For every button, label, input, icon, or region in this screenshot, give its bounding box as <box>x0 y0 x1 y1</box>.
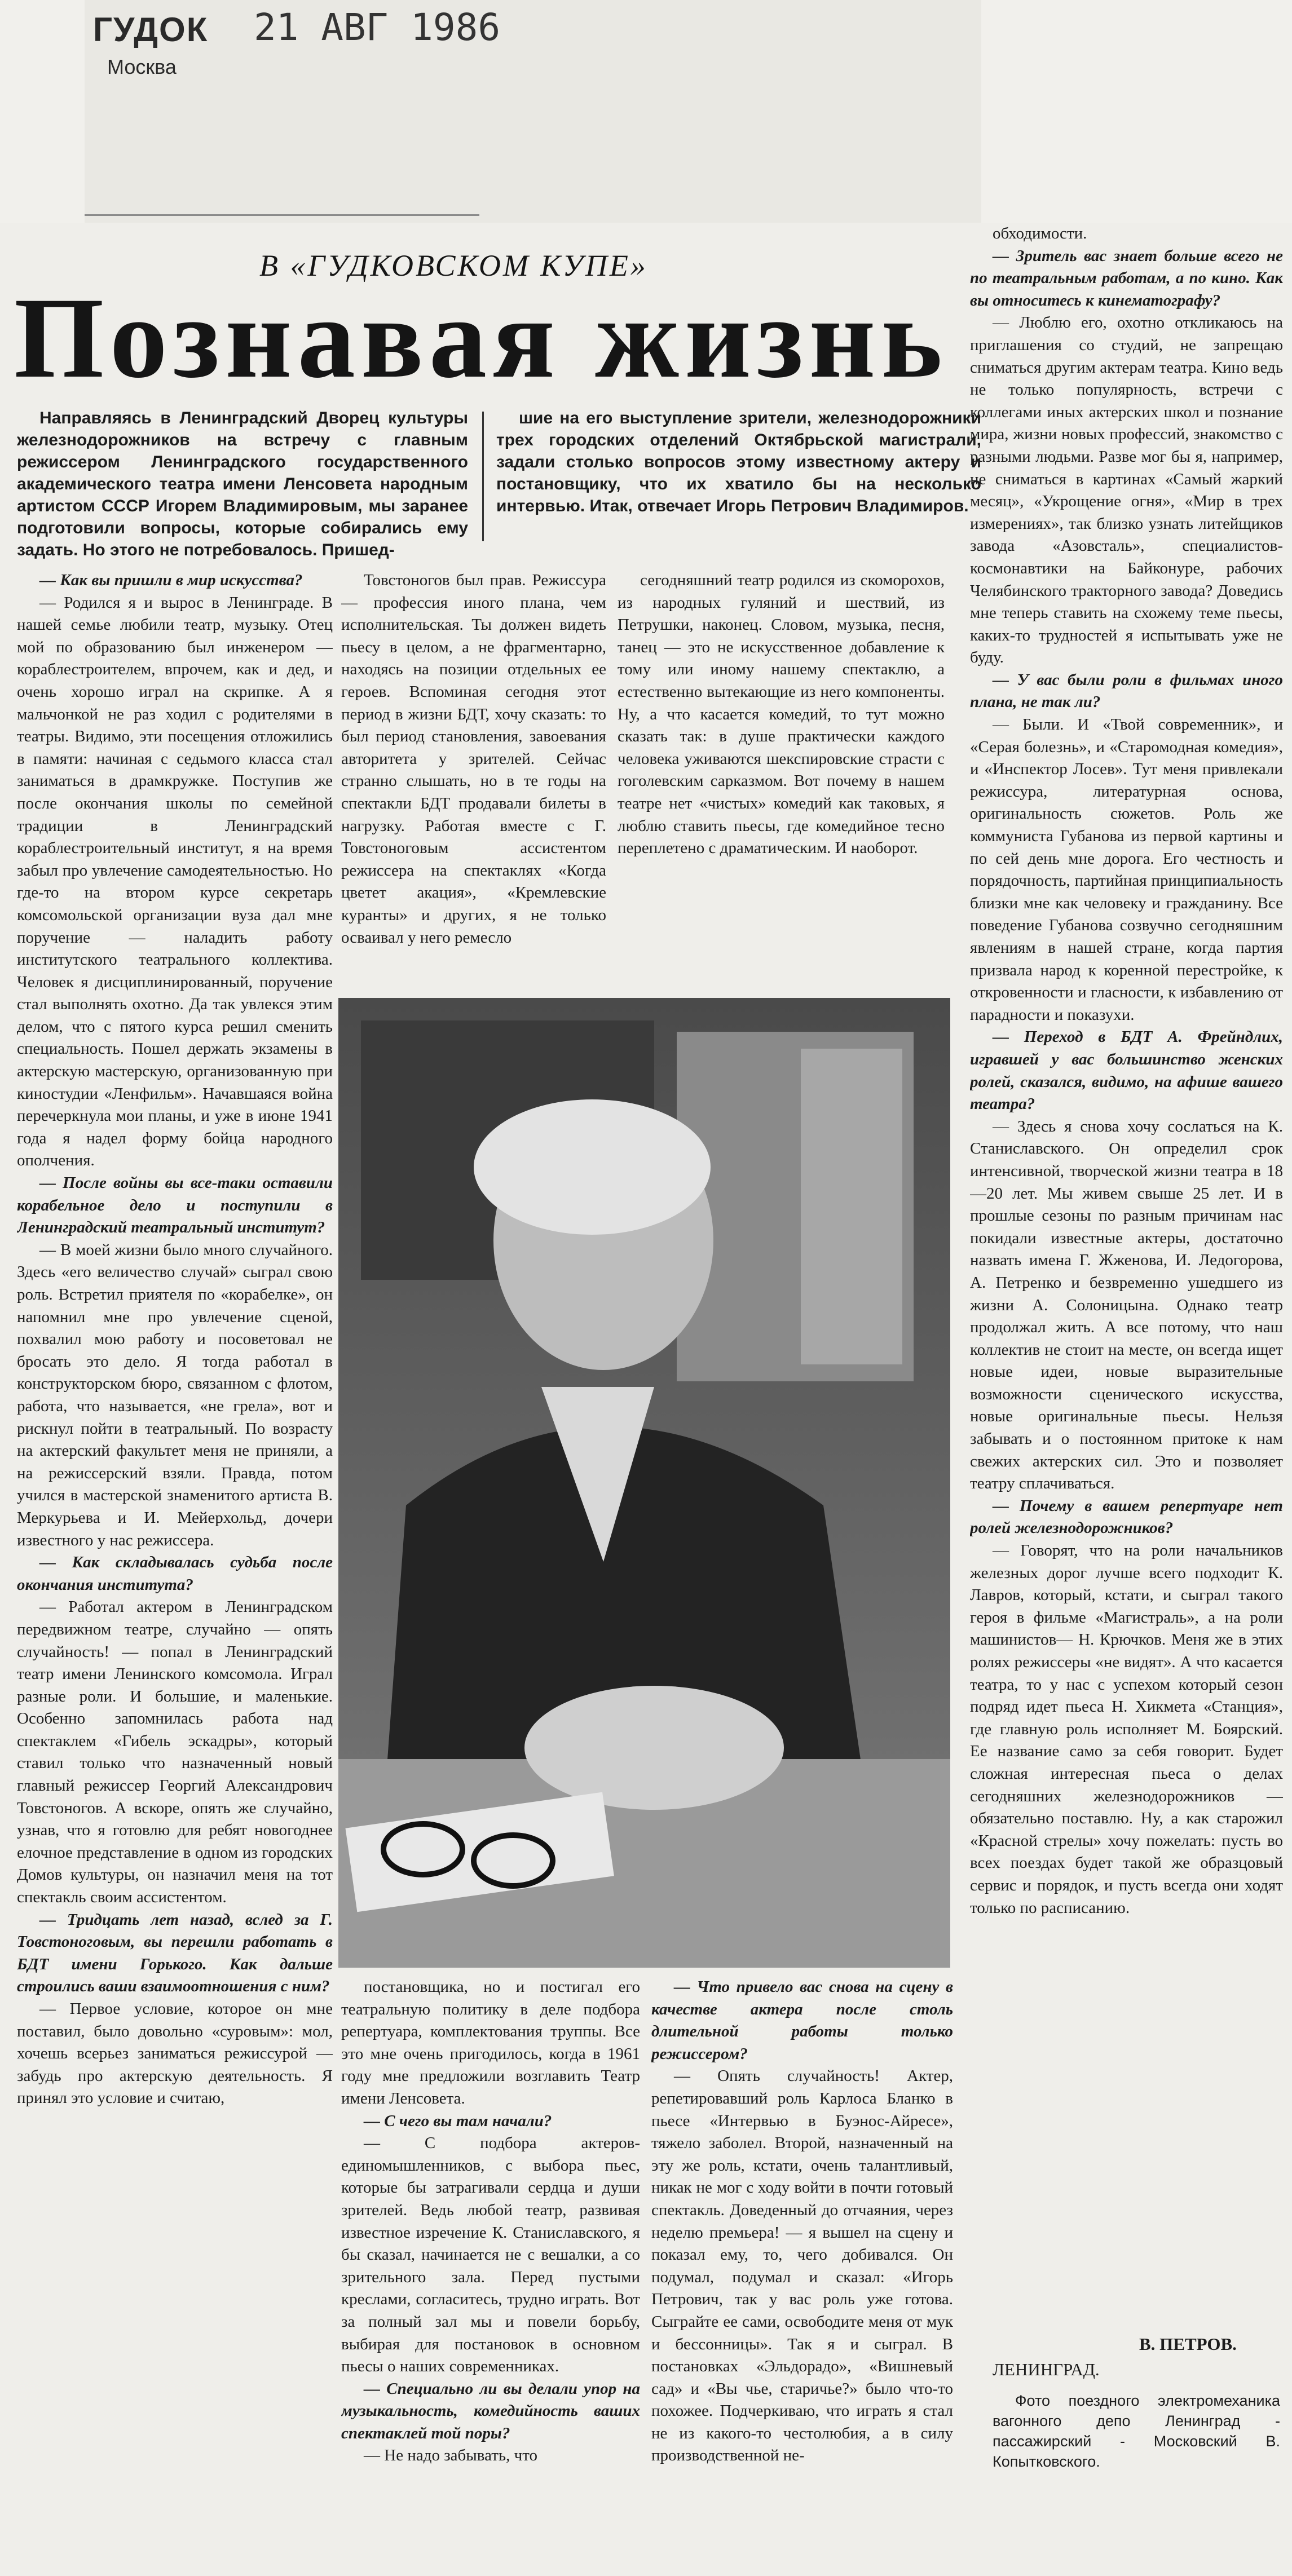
interview-question: — Как вы пришли в мир искусства? <box>39 571 303 589</box>
interview-answer: обходимости. <box>993 224 1087 242</box>
photo-credit: Фото поездного электромеханика вагонного депо Ленинград - пассажирский - Московский В. Копытковского. <box>993 2392 1280 2470</box>
stamp-date: 21 АВГ 1986 <box>254 6 501 49</box>
interview-question: — Почему в вашем репертуаре нет ролей железнодорожников? <box>970 1496 1283 1537</box>
interview-question: — После войны вы все-таки оставили корабельное дело и поступили в Ленинградский театральный институт? <box>17 1174 333 1237</box>
intro-divider <box>482 412 484 541</box>
rubric: В «ГУДКОВСКОМ КУПЕ» <box>259 249 648 282</box>
clipping-top <box>85 0 981 223</box>
interview-answer: сегодняшний театр родился из скоморохов, из народных гуляний и шествий, из Петрушки, наконец. Словом, музыка, песня, танец — это не искусственное добавление к тому или иному нашему спектаклю, а естественно вытекающие из него компоненты. Ну, а что касается комедий, то тут можно сказать так: в душе практически каждого человека уживаются шекспировские страсти с гоголевским сарказмом. Вот почему в нашем театре нет «чистых» комедий как таковых, я люблю ставить пьесы, где комедийное тесно переплетено с драматическим. И наоборот. <box>618 571 945 858</box>
portrait-photo <box>338 998 950 1968</box>
dateline-city: ЛЕНИНГРАД. <box>993 2360 1100 2379</box>
column-4 <box>970 223 1283 2326</box>
interview-answer: Товстоногов был прав. Режиссура — профессия иного плана, чем исполнительская. Ты должен видеть пьесу в целом, а не фрагментарно, находясь на позиции отдельных ее героев. Вспоминая сегодня этот период в жизни БДТ, хочу сказать: то был период становления, завоевания авторитета у зрителей. Сейчас странно слышать, но в те годы на спектакли БДТ продавали билеты в нагрузку. Работая вместе с Г. Товстоноговым ассистентом режиссера на спектаклях «Когда цветет акация», «Кремлевские куранты» и других, я не только осваивал у него ремесло <box>341 571 606 947</box>
interview-answer: — Работал актером в Ленинградском передвижном театре, случайно — опять случайность! — попал в Ленинградский театр имени Ленинского комсомола. Играл разные роли. И большие, и маленькие. Особенно запомнилась работа над спектаклем «Гибель эскадры», который ставил только что назначенный новый главный режиссер Георгий Александрович Товстоногов. А вскоре, опять же случайно, узнав, что я готовлю для ребят новогоднее елочное представление в одном из городских Домов культуры, он назначил меня на тот спектакль своим ассистентом. <box>17 1598 333 1907</box>
portrait-photo-image <box>338 998 950 1968</box>
intro-right-text: шие на его выступление зрители, железнодорожники трех городских отделений Октябрьской магистрали, задали столько вопросов этому известному актеру и постановщику, что их хватило бы на несколько интервью. Итак, отвечает Игорь Петрович Владимиров. <box>496 409 981 515</box>
column-3-bottom <box>651 1976 953 2568</box>
interview-answer: — Были. И «Твой современник», и «Серая болезнь», и «Старомодная комедия», и «Инспектор Лосев». Тут меня привлекали режиссура, литературная основа, оригинальность сюжетов. Роль же коммуниста Губанова из первой картины и по сей день мне дорога. Его честность и порядочность, партийная принципиальность близки мне как человеку и гражданину. Все поведение Губанова созвучно сегодняшним явлениям в нашей стране, когда партия призвала народ к коренной перестройке, к откровенности и гласности, к избавлению от парадности и показухи. <box>970 715 1283 1024</box>
stamp-divider <box>85 214 479 216</box>
stamp-city: Москва <box>107 55 177 78</box>
column-3-top <box>618 569 945 995</box>
column-2-bottom <box>341 1976 640 2568</box>
intro-right <box>496 407 981 551</box>
interview-answer: — Здесь я снова хочу сослаться на К. Станиславского. Он определил срок интенсивной, творческой жизни театра в 18—20 лет. Мы живем свыше 25 лет. И в прошлые сезоны по разным причинам нас покидали известные актеры, достаточно назвать имена Г. Жженова, И. Ледогорова, А. Петренко и безвременно ушедшего из жизни А. Солоницына. Однако театр продолжал жить. А все потому, что наш коллектив не стоит на месте, он всегда ищет новые идеи, новые выразительные возможности сценического искусства, новые оригинальные пьесы. Нельзя забывать и о постоянном притоке к нам свежих актерских сил. Это и позволяет театру сплачиваться. <box>970 1117 1283 1493</box>
interview-answer: — В моей жизни было много случайного. Здесь «его величество случай» сыграл свою роль. Встретил приятеля по «корабелке», он напомнил мне про увлечение сценой, похвалил мою работу и посоветовал не бросать это дело. Я тогда работал в конструкторском бюро, связанном с флотом, работа, что называется, «не грела», вот и рискнул пойти в театральный. По возрасту на актерский факультет меня не приняли, а на режиссерский взяли. Правда, потом учился в мастерской знаменитого артиста В. Меркурьева и И. Мейерхольд, дочери известного у нас режиссера. <box>17 1240 333 1549</box>
interview-question: — Зритель вас знает больше всего не по театральным работам, а по кино. Как вы относитесь к кинематографу? <box>970 246 1283 310</box>
interview-answer: — Не надо забывать, что <box>364 2446 537 2465</box>
interview-answer: — С подбора актеров-единомышленников, с выбора пьес, которые бы затрагивали сердца и души зрителей. Ведь любой театр, развивая известное изречение К. Станиславского, я бы сказал, начинается не с вешалки, а со зрительного зала. Перед пустыми креслами, согласитесь, трудно играть. Вот за полный зал мы и повели борьбу, выбирая для постановок в основном пьесы о наших современниках. <box>341 2134 640 2376</box>
interview-answer: — Первое условие, которое он мне поставил, было довольно «суровым»: мол, хочешь всерьез заниматься режиссурой — забудь про актерскую деятельность. Я принял это условие и считаю, <box>17 2000 333 2107</box>
stamp-paper-name: ГУДОК <box>93 11 209 48</box>
interview-question: — Как складывалась судьба после окончания института? <box>17 1553 333 1594</box>
interview-answer: — Родился я и вырос в Ленинграде. В нашей семье любили театр, музыку. Отец мой по образованию был инженером — кораблестроителем, впрочем, как и дед, и очень хорошо играл на скрипке. А я мальчонкой не раз ходил с родителями в театры. Видимо, эти посещения отложились в памяти: начиная с седьмого класса стал заниматься в драмкружке. Поступив же после окончания школы по семейной традиции в Ленинградский кораблестроительный институт, я на время забыл про увлечение самодеятельностью. Но где-то на втором курсе секретарь комсомольской организации вуза дал мне поручение — наладить работу институтского театрального коллектива. Человек я дисциплинированный, поручение стал выполнять охотно. Да так увлекся этим делом, что с пятого курса решил сменить специальность. Пошел держать экзамены в актерскую мастерскую, организованную при киностудии «Ленфильм». Начавшаяся война перечеркнула мои планы, и уже в июне 1941 года я надел форму бойца народного ополчения. <box>17 593 333 1170</box>
author-signature: В. ПЕТРОВ. <box>1139 2334 1237 2354</box>
interview-answer: — Люблю его, охотно откликаюсь на приглашения со студий, не запрещаю сниматься другим актерам театра. Кино ведь не только популярность, встречи с коллегами иных актерских школ и познание мира, жизни новых профессий, знакомство с разными людьми. Разве мог бы я, например, не сниматься в картинах «Самый жаркий месяц», «Укрощение огня», «Мир в трех измерениях», так близко узнать литейщиков завода «Азовсталь», специалистов-космонавтики на Байконуре, рабочих Челябинского тракторного завода? Доведись мне теперь ставить на схожему теме пьесы, каких-то трудностей я испытывать уже не буду. <box>970 313 1283 667</box>
headline: Познавая жизнь <box>14 274 948 402</box>
interview-question: — У вас были роли в фильмах иного плана, не так ли? <box>970 670 1283 712</box>
interview-question: — Что привело вас снова на сцену в качестве актера после столь длительной работы только режиссером? <box>651 1978 953 2063</box>
interview-question: — Переход в БДТ А. Фрейндлих, игравшей у вас большинство женских ролей, сказался, видимо, на афише вашего театра? <box>970 1028 1283 1114</box>
interview-answer: — Опять случайность! Актер, репетировавший роль Карлоса Бланко в пьесе «Интервью в Буэнос-Айресе», тяжело заболел. Второй, назначенный на эту же роль, кстати, очень талантливый, никак не мог с ходу войти в почти готовый спектакль. Доведенный до отчаяния, через неделю премьера! — я вышел на сцену и показал ему, то, чего добивался. Он подумал, подумал и сказал: «Игорь Петрович, так у вас роль уже готова. Сыграйте ее сами, освободите меня от мук и бессонницы». Так я и сыграл. В постановках «Эльдорадо», «Вишневый сад» и «Вы чье, старичье?» было что-то похожее. Подчеркиваю, что играть я стал не из какого-то честолюбия, а в силу производственной не- <box>651 2067 953 2465</box>
interview-question: — Специально ли вы делали упор на музыкальность, комедийность ваших спектаклей той поры? <box>341 2379 640 2442</box>
column-1 <box>17 569 333 2565</box>
interview-question: — С чего вы там начали? <box>364 2111 552 2130</box>
intro-left-text: Направляясь в Ленинградский Дворец культуры железнодорожников на встречу с главным режиссером Ленинградского государственного академического театра имени Ленсовета народным артистом СССР Игорем Владимировым, мы заранее подготовили вопросы, которые собирались ему задать. Но этого не потребовалось. Пришед- <box>17 409 468 559</box>
interview-answer: — Говорят, что на роли начальников железных дорог лучше всего подходит К. Лавров, который, кстати, и сыграл такого героя в фильме «Магистраль», а на роли машинистов— Н. Крючков. Меня же в этих ролях режиссеры «не видят». А что касается театра, то у нас с успехом который сезон подряд идет пьеса Н. Хикмета «Станция», где главную роль исполняет М. Боярский. Ее название само за себя говорит. Будет сложная интересная пьеса о делах сегодняшних железнодорожников — обязательно поставлю. Ну, а как старожил «Красной стрелы» хочу пожелать: пусть во всех поездах будет такой же образцовый сервис и порядок, и пусть всегда они ходят только по расписанию. <box>970 1541 1283 1917</box>
interview-answer: постановщика, но и постигал его театральную политику в деле подбора репертуара, комплектования труппы. Все это мне очень пригодилось, когда в 1961 году мне предложили возглавить Театр имени Ленсовета. <box>341 1978 640 2107</box>
interview-question: — Тридцать лет назад, вслед за Г. Товстоноговым, вы перешли работать в БДТ имени Горького. Как дальше строились ваши взаимоотношения с ним? <box>17 1910 333 1996</box>
column-2-top <box>341 569 606 995</box>
intro-left <box>17 407 468 559</box>
